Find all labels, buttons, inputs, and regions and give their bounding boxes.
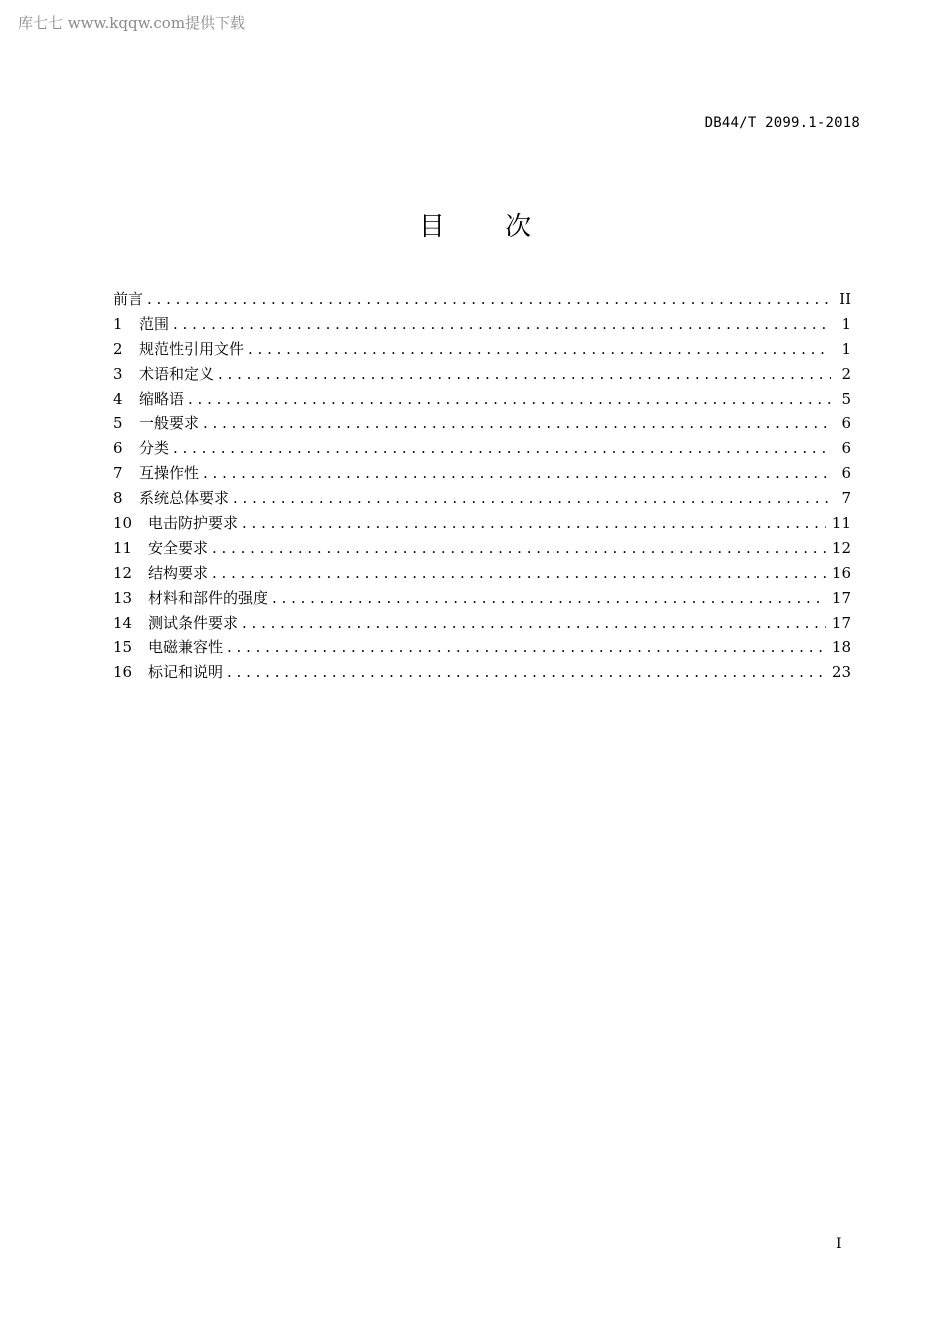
- toc-entry-page: 6: [841, 464, 851, 483]
- toc-entry-label: 测试条件要求: [148, 613, 239, 632]
- toc-entry-label: 电击防护要求: [148, 514, 239, 533]
- toc-leader-dots: [173, 312, 831, 337]
- toc-entry[interactable]: [113, 660, 851, 685]
- toc-entry-number: 7: [113, 464, 123, 483]
- toc-leader-dots: [248, 337, 831, 362]
- toc-entry-label: 一般要求: [139, 414, 200, 433]
- toc-entry-label: 前言: [113, 290, 144, 308]
- toc-title: 目 次: [418, 212, 558, 242]
- toc-entry-number: 8: [113, 489, 123, 508]
- toc-entry-page: 17: [831, 613, 851, 632]
- toc-leader-dots: [203, 411, 831, 436]
- toc-entry-page: 2: [841, 364, 851, 383]
- toc-leader-dots: [212, 536, 826, 561]
- toc-entry-label: 电磁兼容性: [148, 638, 224, 657]
- toc-leader-dots: [173, 436, 831, 461]
- toc-entry-number: 11: [113, 538, 133, 557]
- table-of-contents: [113, 287, 851, 685]
- toc-entry-page: 7: [841, 489, 851, 508]
- toc-entry-label: 标记和说明: [148, 663, 224, 682]
- toc-entry[interactable]: [113, 411, 851, 436]
- toc-entry[interactable]: [113, 635, 851, 660]
- toc-entry-number: 6: [113, 439, 123, 458]
- toc-entry-label: 术语和定义: [139, 364, 215, 383]
- toc-entry[interactable]: [113, 561, 851, 586]
- toc-entry-page: 6: [841, 439, 851, 458]
- toc-entry-number: 15: [113, 638, 133, 657]
- toc-entry-number: 14: [113, 613, 133, 632]
- toc-entry-label: 分类: [139, 439, 170, 458]
- toc-entry[interactable]: [113, 461, 851, 486]
- toc-entry-number: 1: [113, 314, 123, 333]
- document-code: DB44/T 2099.1-2018: [704, 115, 860, 131]
- toc-leader-dots: [233, 486, 831, 511]
- toc-entry-page: 1: [841, 314, 851, 333]
- toc-entry[interactable]: [113, 486, 851, 511]
- toc-entry-label: 材料和部件的强度: [148, 588, 269, 607]
- toc-entry-number: 4: [113, 389, 123, 408]
- toc-entry-label: 结构要求: [148, 563, 209, 582]
- toc-entry[interactable]: [113, 312, 851, 337]
- toc-entry[interactable]: [113, 362, 851, 387]
- toc-entry-number: 10: [113, 514, 133, 533]
- toc-entry-number: 16: [113, 663, 133, 682]
- toc-leader-dots: [242, 611, 826, 636]
- page-number: I: [836, 1236, 842, 1252]
- toc-entry[interactable]: [113, 436, 851, 461]
- toc-entry-page: 17: [831, 588, 851, 607]
- toc-entry-number: 12: [113, 563, 133, 582]
- toc-entry-page: 12: [831, 538, 851, 557]
- toc-leader-dots: [218, 362, 831, 387]
- toc-entry-number: 3: [113, 364, 123, 383]
- toc-entry[interactable]: [113, 536, 851, 561]
- toc-leader-dots: [212, 561, 826, 586]
- toc-entry[interactable]: [113, 611, 851, 636]
- watermark: 库七七 www.kqqw.com提供下载: [18, 14, 246, 32]
- toc-entry-page: 11: [831, 514, 851, 533]
- toc-entry-page: 5: [841, 389, 851, 408]
- toc-entry-label: 系统总体要求: [139, 489, 230, 508]
- toc-entry-label: 缩略语: [139, 389, 185, 408]
- toc-leader-dots: [147, 287, 831, 312]
- toc-leader-dots: [242, 511, 826, 536]
- toc-leader-dots: [227, 635, 826, 660]
- toc-entry[interactable]: [113, 337, 851, 362]
- toc-entry-label: 互操作性: [139, 464, 200, 483]
- toc-entry-foreword[interactable]: [113, 287, 851, 312]
- toc-entry-label: 安全要求: [148, 538, 209, 557]
- toc-entry-page: 1: [841, 339, 851, 358]
- toc-entry-label: 规范性引用文件: [139, 339, 245, 358]
- toc-entry-page: 6: [841, 414, 851, 433]
- toc-entry-number: 5: [113, 414, 123, 433]
- toc-entry-page: 18: [831, 638, 851, 657]
- toc-entry-page: II: [839, 290, 851, 308]
- toc-entry-label: 范围: [139, 314, 170, 333]
- toc-leader-dots: [227, 660, 826, 685]
- toc-entry[interactable]: [113, 511, 851, 536]
- toc-entry-page: 23: [831, 663, 851, 682]
- toc-leader-dots: [188, 387, 831, 412]
- toc-leader-dots: [203, 461, 831, 486]
- toc-entry-page: 16: [831, 563, 851, 582]
- toc-entry-number: 2: [113, 339, 123, 358]
- toc-entry[interactable]: [113, 387, 851, 412]
- toc-leader-dots: [272, 586, 826, 611]
- toc-entry[interactable]: [113, 586, 851, 611]
- toc-entry-number: 13: [113, 588, 133, 607]
